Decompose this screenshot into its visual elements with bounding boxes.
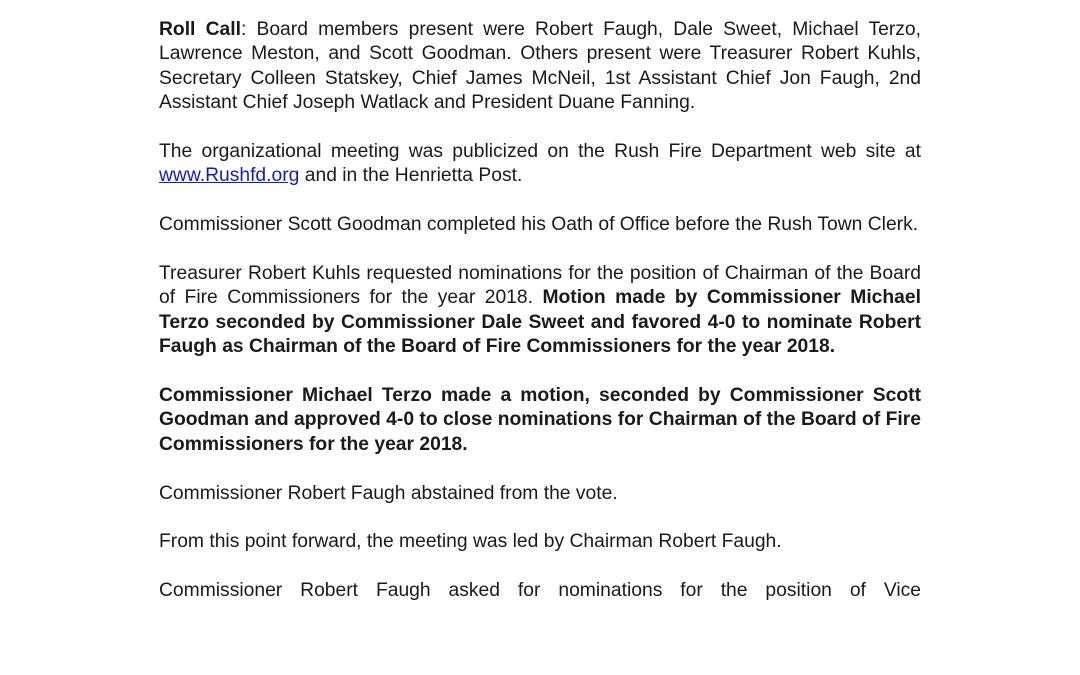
oath-paragraph: Commissioner Scott Goodman completed his Oath of Office before the Rush Town Clerk. xyxy=(159,214,919,236)
abstained-paragraph: Commissioner Robert Faugh abstained from the vote. xyxy=(159,482,618,504)
publicity-text-before: The organizational meeting was publicized on the Rush Fire Department web site at xyxy=(159,141,921,163)
document-page xyxy=(159,18,921,604)
chairman-nomination-motion: Motion made by Commissioner Michael Terzo seconded by Commissioner Dale Sweet and favored 4-0 to nominate Robert Faugh as Chairman of the Board of Fire Commissioners for the year 2018. xyxy=(159,287,921,358)
chairman-nomination-paragraph xyxy=(159,262,921,360)
chairman-nomination-text: Treasurer Robert Kuhls requested nominations for the position of Chairman of the Board of Fire Commissioners for the year 2018. xyxy=(159,263,921,309)
publicity-paragraph xyxy=(159,140,921,189)
roll-call-label: Roll Call xyxy=(159,19,241,40)
led-by-paragraph: From this point forward, the meeting was led by Chairman Robert Faugh. xyxy=(159,531,782,553)
publicity-text-after: and in the Henrietta Post. xyxy=(299,165,523,187)
vice-nomination-paragraph: Commissioner Robert Faugh asked for nominations for the position of Vice xyxy=(159,580,921,602)
roll-call-paragraph xyxy=(159,18,921,116)
rushfd-website-link[interactable]: www.Rushfd.org xyxy=(159,165,300,187)
roll-call-text: : Board members present were Robert Faugh, Dale Sweet, Michael Terzo, Lawrence Meston, and Scott Goodman. Others present were Treasurer Robert Kuhls, Secretary Colleen Statskey, Chief James McNeil, 1st Assistant Chief Jon Faugh, 2nd Assistant Chief Joseph Watlack and President Duane Fanning. xyxy=(159,19,921,114)
close-nominations-paragraph: Commissioner Michael Terzo made a motion, seconded by Commissioner Scott Goodman and approved 4-0 to close nominations for Chairman of the Board of Fire Commissioners for the year 2018. xyxy=(159,385,921,455)
